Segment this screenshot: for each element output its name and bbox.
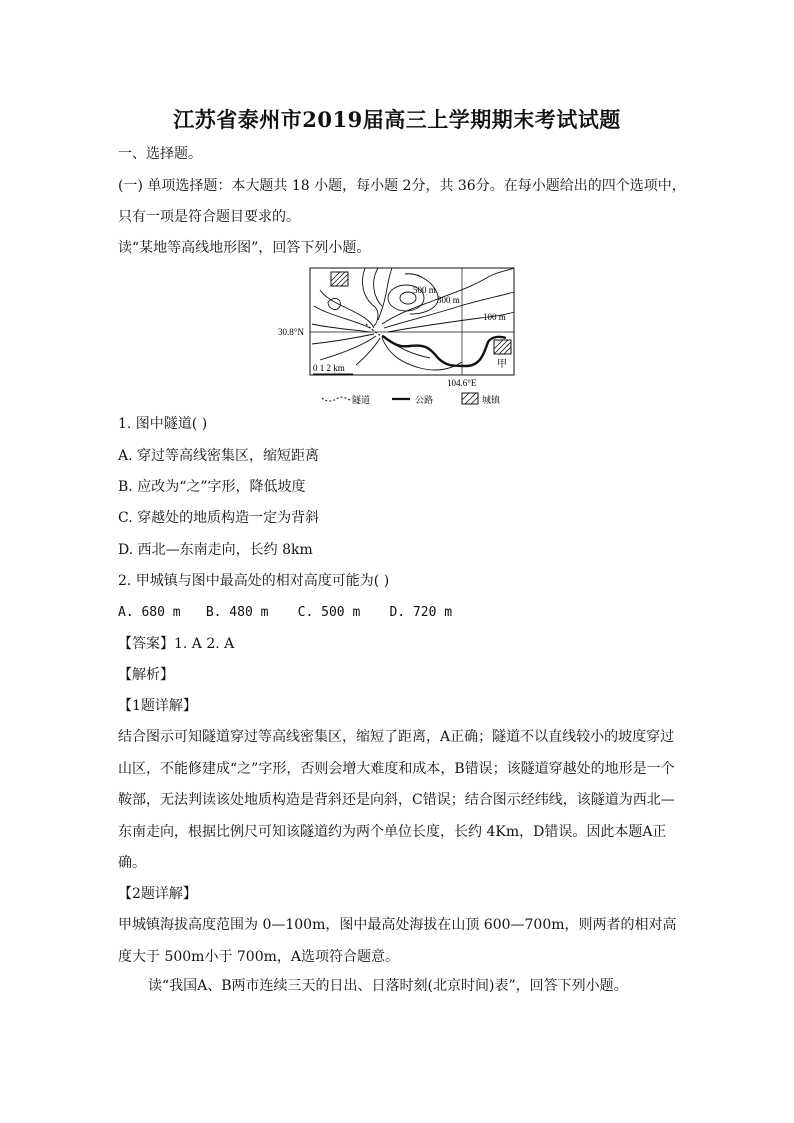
instruction-line-2: 只有一项是符合题目要求的。	[118, 209, 300, 225]
contour-label-300: 300 m	[437, 295, 460, 305]
legend-tunnel-symbol	[322, 397, 350, 401]
legend-town-label: 城镇	[482, 395, 501, 405]
contour-map-svg	[270, 262, 530, 407]
q2-options	[118, 603, 452, 623]
page-title: 江苏省泰州市2019届高三上学期期末考试试题	[173, 107, 621, 132]
q2-stem: 2. 甲城镇与图中最高处的相对高度可能为( )	[118, 573, 390, 589]
contour-line	[374, 268, 382, 306]
q2-option-c: C. 500 m	[297, 605, 361, 620]
q1-option-d: D. 西北—东南走向，长约 8km	[118, 542, 313, 558]
legend-road-label: 公路	[415, 395, 434, 405]
contour-line	[320, 336, 376, 360]
road-line	[382, 336, 506, 366]
q1-option-a: A. 穿过等高线密集区，缩短距离	[118, 448, 320, 464]
read-prompt: 读“某地等高线地形图”，回答下列小题。	[118, 240, 371, 256]
contour-label-500: 500 m	[413, 285, 436, 295]
contour-line	[378, 268, 392, 320]
next-prompt: 读“我国A、B两市连续三天的日出、日落时刻(北京时间)表”，回答下列小题。	[148, 978, 628, 994]
q2-option-b: B. 480 m	[205, 605, 269, 620]
q1-stem: 1. 图中隧道( )	[118, 416, 208, 432]
q1-option-b: B. 应改为“之”字形，降低坡度	[118, 479, 306, 495]
longitude-label: 104.6°E	[447, 378, 477, 388]
scale-label: 0 1 2 km	[313, 363, 345, 373]
q2-option-a: A. 680 m	[118, 605, 181, 620]
detail2-text: 甲城镇海拔高度范围为 0—100m，图中最高处海拔在山顶 600—700m，则两者的相对高度大于 500m小于 700m，A选项符合题意。	[118, 917, 677, 965]
contour-map-figure	[270, 262, 530, 407]
detail1-label: 【1题详解】	[118, 698, 197, 714]
answer-line: 【答案】1. A 2. A	[118, 636, 235, 652]
section-heading: 一、选择题。	[118, 146, 202, 162]
latitude-label: 30.8°N	[278, 327, 304, 337]
legend-tunnel-label: 隧道	[352, 395, 371, 405]
detail1-text: 结合图示可知隧道穿过等高线密集区，缩短了距离，A正确；隧道不以直线较小的坡度穿过山区，不能修建成“之”字形，否则会增大难度和成本，B错误；该隧道穿越处的地形是一个鞍部，无法判读该处地质构造是背斜还是向斜，C错误；结合图示经纬线，该隧道为西北—东南走向，根据比例尺可知该隧道约为两个单位长度，长约 4Km，D错误。因此本题A正确。	[118, 729, 675, 871]
tunnel-line	[366, 324, 384, 338]
q2-option-d: D. 720 m	[389, 605, 453, 620]
detail2-label: 【2题详解】	[118, 886, 197, 902]
instruction-line-1: (一) 单项选择题：本大题共 18 小题，每小题 2分，共 36分。在每小题给出的四个选项中，	[118, 178, 686, 194]
contour-line	[312, 324, 370, 332]
contour-label-100: 100 m	[483, 312, 506, 322]
analysis-label: 【解析】	[118, 667, 174, 683]
contour-line	[314, 306, 370, 328]
q1-option-c: C. 穿越处的地质构造一定为背斜	[118, 510, 320, 526]
town-jia-label: 甲	[497, 359, 507, 370]
